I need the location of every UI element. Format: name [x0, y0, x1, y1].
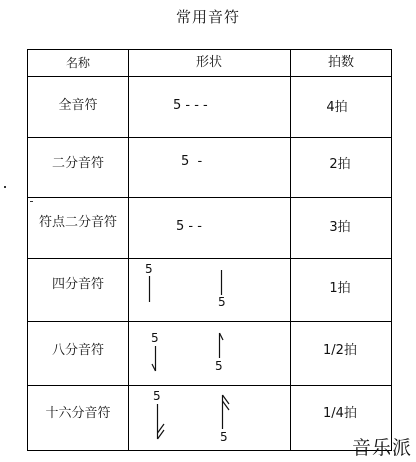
stray-mark [30, 201, 33, 202]
shape-whole-note: 5 - - - [173, 98, 208, 113]
row-name-sixteenth-note: 十六分音符 [45, 406, 111, 421]
row-name-quarter-note: 四分音符 [51, 277, 105, 292]
row-name-whole-note: 全音符 [58, 98, 98, 113]
beats-half-note: 2拍 [329, 157, 351, 172]
beats-sixteenth-note: 1/4拍 [323, 406, 357, 421]
table-border-top [27, 49, 392, 50]
column-divider [128, 49, 129, 451]
row-divider [27, 321, 392, 322]
beats-quarter-note: 1拍 [329, 281, 351, 296]
table-border-bottom [27, 450, 392, 451]
row-name-eighth-note: 八分音符 [51, 343, 105, 358]
quarter-digit-down: 5 [218, 295, 226, 309]
beats-dotted-half-note: 3拍 [329, 220, 351, 235]
column-divider [290, 49, 291, 451]
header-shape: 形状 [195, 55, 223, 70]
row-divider [27, 385, 392, 386]
row-divider [27, 258, 392, 259]
stray-mark [4, 186, 6, 188]
row-divider [27, 197, 392, 198]
row-name-dotted-half-note: 符点二分音符 [38, 215, 118, 230]
shape-dotted-half-note: 5 - - [176, 219, 202, 234]
eighth-digit-down: 5 [215, 359, 223, 373]
quarter-digit-up: 5 [145, 262, 153, 276]
sixteenth-digit-up: 5 [153, 389, 161, 403]
table-border-right [391, 49, 392, 451]
eighth-digit-up: 5 [151, 331, 159, 345]
row-divider [27, 137, 392, 138]
header-name: 名称 [65, 56, 91, 70]
shape-half-note: 5 - [181, 154, 203, 169]
beats-whole-note: 4拍 [326, 100, 348, 115]
row-name-half-note: 二分音符 [51, 156, 105, 171]
watermark-logo: 音乐派 [351, 437, 412, 459]
table-header-divider [27, 76, 392, 77]
sixteenth-digit-down: 5 [220, 430, 228, 444]
page-title: 常用音符 [175, 8, 240, 26]
beats-eighth-note: 1/2拍 [323, 343, 357, 358]
header-beats: 拍数 [327, 55, 355, 70]
table-border-left [27, 49, 28, 451]
